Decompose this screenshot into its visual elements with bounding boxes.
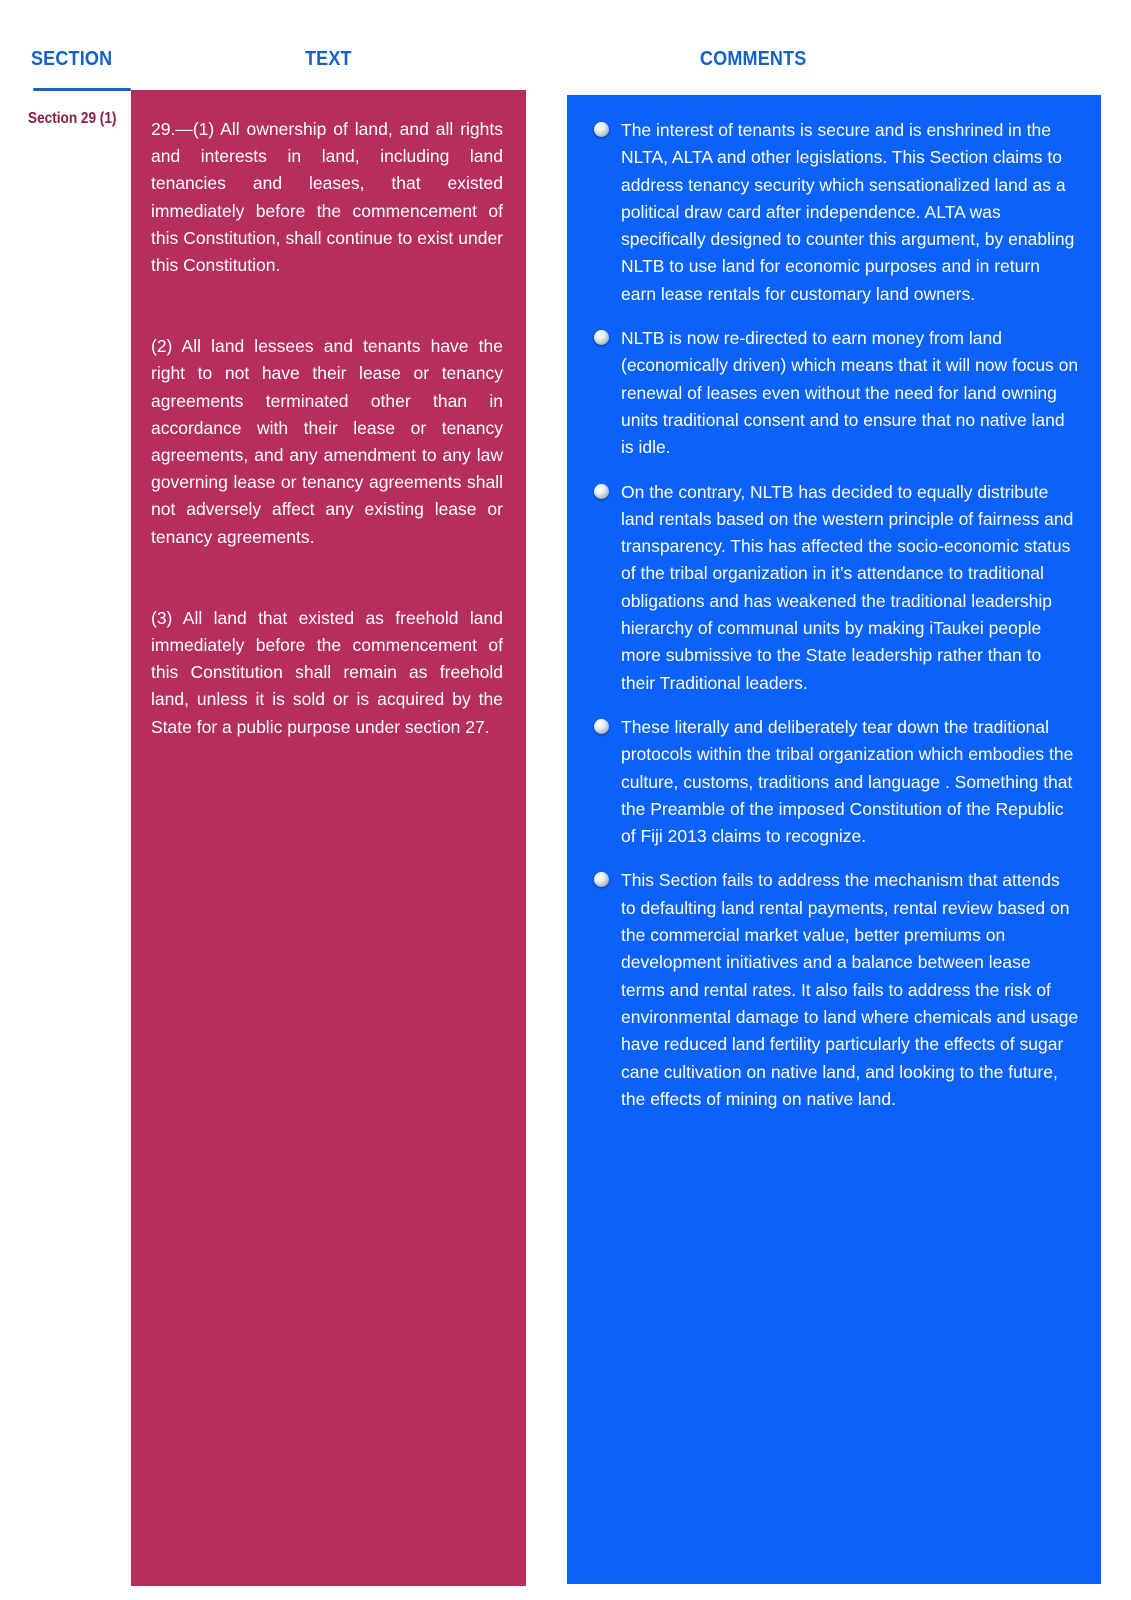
comment-text: These literally and deliberately tear down the traditional protocols within the tribal organization which embodies the culture, customs, traditions and language . Something that the Preamble of the imposed Constitution of the Republic of Fiji 2013 claims to recognize. <box>621 716 1074 847</box>
constitution-text-panel <box>131 90 526 1586</box>
comment-item <box>594 867 1079 1113</box>
comment-text: The interest of tenants is secure and is enshrined in the NLTA, ALTA and other legislations. This Section claims to address tenancy security which sensationalized land as a political draw card after independence. ALTA was specifically designed to counter this argument, by enabling NLTB to use land for economic purposes and in return earn lease rentals for customary land owners. <box>621 120 1075 304</box>
comments-list <box>594 117 1079 1113</box>
sphere-bullet-icon <box>594 122 609 137</box>
comment-item <box>594 325 1079 461</box>
clause-paragraph-1: 29.—(1) All ownership of land, and all rights and interests in land, including land tenancies and leases, that existed immediately before the commencement of this Constitution, shall continue to exist under this Constitution. <box>151 119 503 276</box>
sphere-bullet-icon <box>594 719 609 734</box>
clause-paragraph-3: (3) All land that existed as freehold land immediately before the commencement of this Constitution shall remain as freehold land, unless it is sold or is acquired by the State for a public purpose under section 27. <box>151 607 503 737</box>
comment-text: This Section fails to address the mechanism that attends to defaulting land rental payments, rental review based on the commercial market value, better premiums on development initiatives and a balance between lease terms and rental rates. It also fails to address the risk of environmental damage to land where chemicals and usage have reduced land fertility particularly the effects of sugar cane cultivation on native land, and looking to the future, the effects of mining on native land. <box>621 870 1079 1109</box>
section-header-underline <box>33 88 131 91</box>
comment-item <box>594 479 1079 697</box>
comments-column-header: COMMENTS <box>700 48 807 70</box>
comment-item <box>594 714 1079 850</box>
constitution-text-body <box>151 116 503 741</box>
sphere-bullet-icon <box>594 330 609 345</box>
clause-paragraph-2: (2) All land lessees and tenants have the right to not have their lease or tenancy agreements terminated other than in accordance with their lease or tenancy agreements, and any amendment to any law governing lease or tenancy agreements shall not adversely affect any existing lease or tenancy agreements. <box>151 336 503 547</box>
comments-panel <box>567 95 1101 1584</box>
sphere-bullet-icon <box>594 484 609 499</box>
section-reference-label: Section 29 (1) <box>28 110 117 127</box>
comment-text: NLTB is now re-directed to earn money from land (economically driven) which means that it will now focus on renewal of leases even without the need for land owning units traditional consent and to ensure that no native land is idle. <box>621 328 1079 458</box>
sphere-bullet-icon <box>594 872 609 887</box>
section-column-header: SECTION <box>31 48 113 70</box>
comment-item <box>594 117 1079 308</box>
text-column-header: TEXT <box>305 48 352 70</box>
comment-text: On the contrary, NLTB has decided to equally distribute land rentals based on the western principle of fairness and transparency. This has affected the socio-economic status of the tribal organization in it’s attendance to traditional obligations and has weakened the traditional leadership hierarchy of communal units by making iTaukei people more submissive to the State leadership rather than to their Traditional leaders. <box>621 481 1074 693</box>
